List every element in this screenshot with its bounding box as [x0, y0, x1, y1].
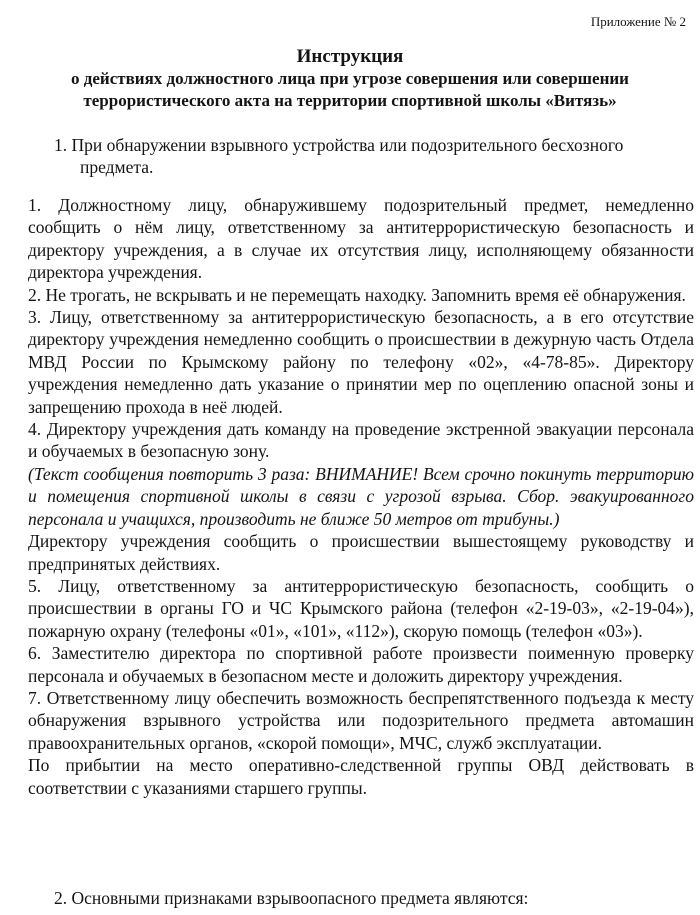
- evacuation-message: (Текст сообщения повторить 3 раза: ВНИМАНИЕ! Всем срочно покинуть территорию и помещения спортивной школы в связи с угрозой взрыва. Сбор. эвакуированного персонала и учащихся, производить не ближе 50 метров от трибуны.): [28, 463, 694, 529]
- paragraph-1: 1. Должностному лицу, обнаружившему подозрительный предмет, немедленно сообщить о нём лицу, ответственному за антитеррористическую безопасность и директору учреждения, а в случае их отсутствия лицу, исполняющему обязанности директора учреждения.: [28, 195, 694, 283]
- document-title: [0, 46, 700, 112]
- title-line-2: о действиях должностного лица при угрозе совершения или совершении: [71, 69, 629, 88]
- paragraph-6: 6. Заместителю директора по спортивной работе произвести поименную проверку персонала и обучаемых в безопасном месте и доложить директору учреждения.: [28, 643, 694, 686]
- paragraph-arrival: По прибытии на место оперативно-следственной группы ОВД действовать в соответствии с указаниями старшего группы.: [28, 755, 694, 798]
- title-line-3: террористического акта на территории спортивной школы «Витязь»: [83, 91, 617, 110]
- paragraph-5: 5. Лицу, ответственному за антитеррористическую безопасность, сообщить о происшествии в органы ГО и ЧС Крымского района (телефон «2-19-03», «2-19-04»), пожарную охрану (телефоны «01», «101», «112»), скорую помощь (телефон «03»).: [28, 575, 694, 641]
- paragraph-3: 3. Лицу, ответственному за антитеррористическую безопасность, а в его отсутствие директору учреждения немедленно сообщить о происшествии в дежурную часть Отдела МВД России по Крымскому району по телефону «02», «4-78-85». Директору учреждения немедленно дать указание о принятии мер по оцеплению опасной зоны и запрещению прохода в неё людей.: [28, 307, 694, 417]
- paragraph-4: 4. Директору учреждения дать команду на проведение экстренной эвакуации персонала и обучаемых в безопасную зону.: [28, 419, 694, 462]
- section-1-heading: 1. При обнаружении взрывного устройства или подозрительного бесхозного предмета.: [54, 135, 624, 177]
- appendix-label: Приложение № 2: [590, 14, 686, 29]
- paragraph-report: Директору учреждения сообщить о происшествии вышестоящему руководству и предпринятых действиях.: [28, 531, 694, 574]
- section-2-heading: 2. Основными признаками взрывоопасного предмета являются:: [54, 888, 529, 908]
- instruction-body: [28, 194, 694, 799]
- paragraph-7: 7. Ответственному лицу обеспечить возможность беспрепятственного подъезда к месту обнаружения взрывного устройства или подозрительного предмета автомашин правоохранительных органов, «скорой помощи», МЧС, служб эксплуатации.: [28, 687, 694, 753]
- paragraph-2: 2. Не трогать, не вскрывать и не перемещать находку. Запомнить время её обнаружения.: [28, 284, 686, 305]
- title-line-1: Инструкция: [296, 46, 404, 67]
